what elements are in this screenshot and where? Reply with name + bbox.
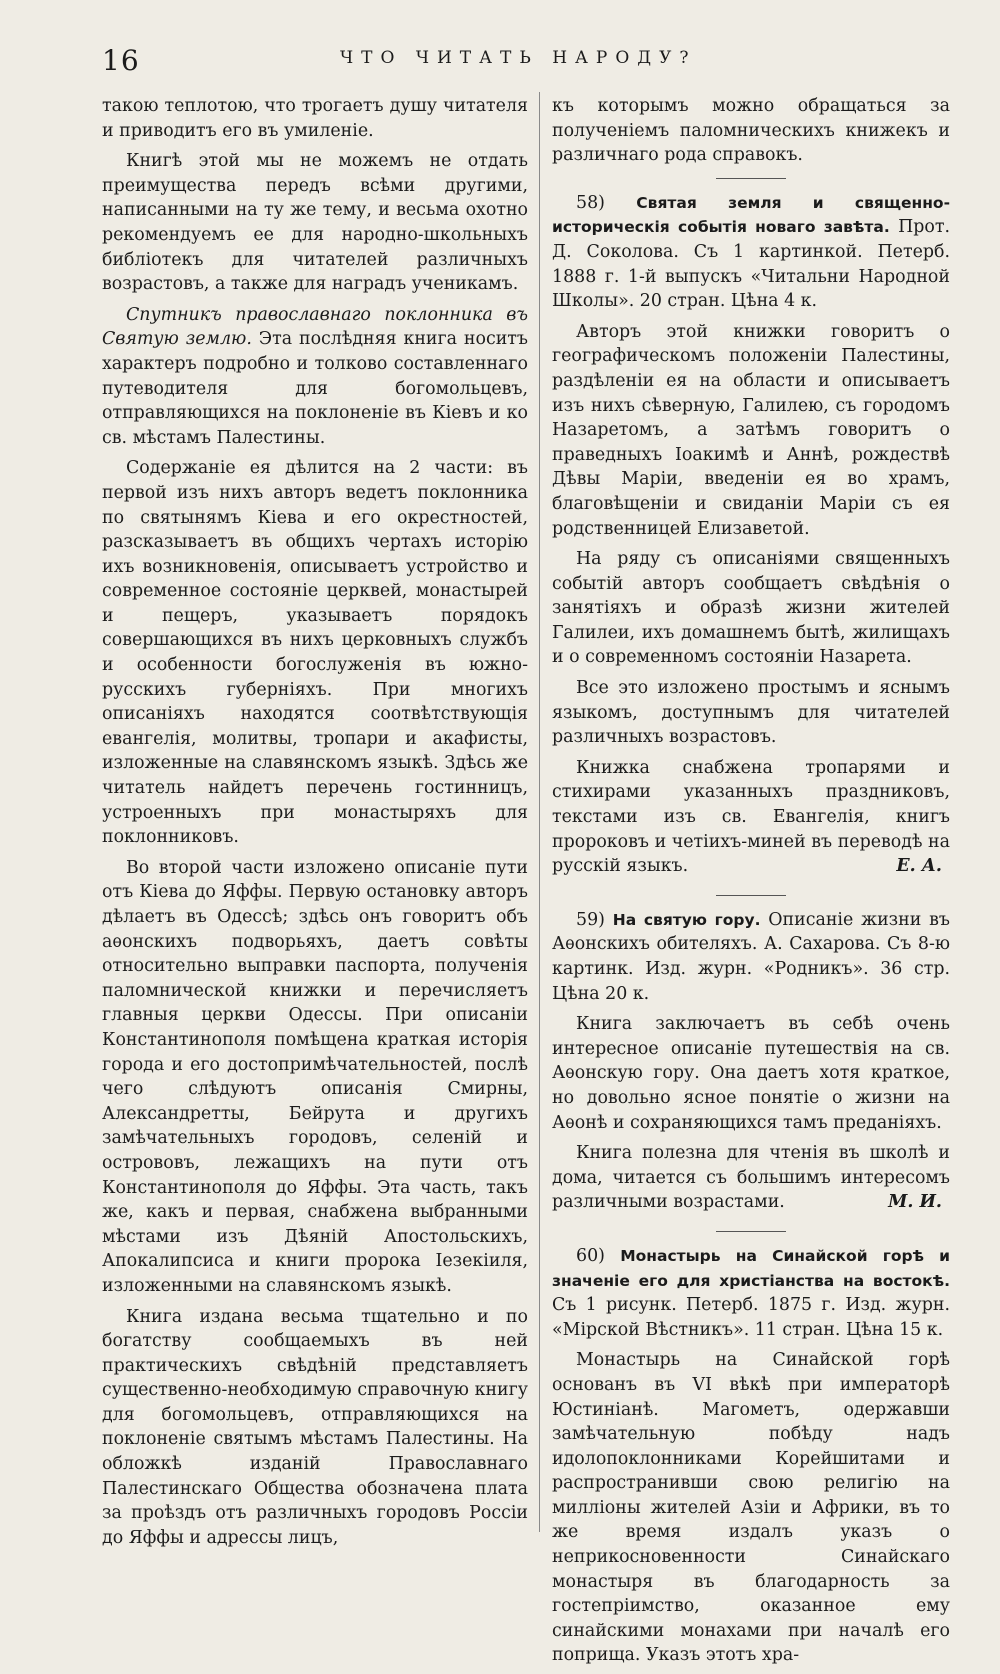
paragraph: Книгѣ этой мы не можемъ не отдать преимущества передъ всѣми другими, написанными на ту же тему, и весьма охотно рекомендуемъ ее для народно-школьныхъ библіотекъ для читателей различныхъ возрастовъ, а также для наградъ ученикамъ. <box>102 151 528 295</box>
paragraph: Во второй части изложено описаніе пути отъ Кіева до Яффы. Первую остановку авторъ дѣлаетъ въ Одессѣ; здѣсь онъ говоритъ объ аѳонскихъ подворьяхъ, даетъ совѣты относительно выправки паспорта, полученія паломнической книжки и перечисляетъ главныя церкви Одессы. При описаніи Константинополя помѣщена краткая исторія города и его достопримѣчательностей, послѣ чего слѣдуютъ описанія Смирны, Александретты, Бейрута и другихъ замѣчательныхъ городовъ, селеній и острововъ, лежащихъ на пути отъ Константинополя до Яффы. Эта часть, такъ же, какъ и первая, снабжена выбранными мѣстами изъ Дѣяній Апостольскихъ, Апокалипсиса и книги пророка Іезекіиля, изложенными на славянскомъ языкѣ. <box>102 857 528 1296</box>
separator-rule <box>716 895 786 896</box>
entry-number: 58) <box>576 192 605 213</box>
entry-title: Святая земля и священно-историческія событія новаго завѣта. <box>552 193 950 237</box>
paragraph: Все это изложено простымъ и яснымъ языкомъ, доступнымъ для читателей различныхъ возрастовъ. <box>552 678 950 748</box>
paragraph: Содержаніе ея дѣлится на 2 части: въ первой изъ нихъ авторъ ведетъ поклонника по святынямъ Кіева и его окрестностей, разсказываетъ въ общихъ чертахъ исторію ихъ возникновенія, описываетъ устройство и современное состояніе церквей, монастырей и пещеръ, указываетъ порядокъ совершающихся въ нихъ церковныхъ службъ и особенности богослуженія въ южно-русскихъ губерніяхъ. При многихъ описаніяхъ находятся соотвѣтствующія евангелія, молитвы, тропари и акафисты, изложенные на славянскомъ языкѣ. Здѣсь же читатель найдетъ перечень гостинницъ, устроенныхъ при монастыряхъ для поклонниковъ. <box>102 458 528 848</box>
page-number: 16 <box>102 44 140 77</box>
entry-number: 59) <box>576 909 605 930</box>
paragraph: Авторъ этой книжки говоритъ о географическомъ положеніи Палестины, раздѣленіи ея на области и описываетъ изъ нихъ сѣверную, Галилею, съ городомъ Назаретомъ, а затѣмъ говоритъ о праведныхъ Іоакимѣ и Аннѣ, рождествѣ Дѣвы Маріи, введеніи ея во храмъ, благовѣщеніи и свиданіи Маріи съ ея родственницей Елизаветой. <box>552 321 950 539</box>
paragraph: Книга заключаетъ въ себѣ очень интересное описаніе путешествія на св. Аѳонскую гору. Она даетъ хотя краткое, но довольно ясное понятіе о жизни на Аѳонѣ и сохраняющихся тамъ преданіяхъ. <box>552 1014 950 1133</box>
paragraph <box>552 1141 950 1215</box>
paragraph <box>552 756 950 879</box>
paragraph <box>102 303 528 451</box>
entry-number: 60) <box>576 1245 605 1266</box>
column-divider <box>539 92 540 1532</box>
reviewer-signature: М. И. <box>888 1192 942 1213</box>
paragraph: На ряду съ описаніями священныхъ событій авторъ сообщаетъ свѣдѣнія о занятіяхъ и образѣ жизни жителей Галилеи, ихъ домашнемъ бытѣ, жилищахъ и о современномъ состояніи Назарета. <box>552 549 950 668</box>
entry-title: На святую гору. <box>612 910 761 929</box>
right-column <box>552 94 950 1674</box>
paragraph-text: Книжка снабжена тропарями и стихирами указанныхъ праздниковъ, текстами изъ св. Евангелія, книгъ пророковъ и четіихъ-миней въ переводѣ на русскій языкъ. <box>552 757 950 877</box>
book-title: Спутникъ православнаго поклонника въ Святую землю. <box>102 304 528 350</box>
paragraph-text: Книга полезна для чтенія въ школѣ и дома, читается съ большимъ интересомъ различными возрастами. <box>552 1143 950 1213</box>
reviewer-signature: Е. А. <box>896 856 942 877</box>
separator-rule <box>716 1231 786 1232</box>
paragraph-text: Эта послѣдняя книга носитъ характеръ подробно и толково составленнаго путеводителя для богомольцевъ, отправляющихся на поклоненіе въ Кіевъ и ко св. мѣстамъ Палестины. <box>102 329 528 448</box>
entry-title: Монастырь на Синайской горѣ и значеніе его для христіанства на востокѣ. <box>552 1246 951 1290</box>
paragraph: къ которымъ можно обращаться за полученіемъ паломническихъ книжекъ и различнаго рода справокъ. <box>552 96 950 166</box>
paragraph: Монастырь на Синайской горѣ основанъ въ VI вѣкѣ при императорѣ Юстиніанѣ. Магометъ, одержавши замѣчательную побѣду надъ идолопоклонниками Корейшитами и распространивши свою религію на милліоны жителей Азіи и Африки, въ то же время издалъ указъ о неприкосновенности Синайскаго монастыря въ благодарность за гостепріимство, оказанное ему синайскими монахами при началѣ его поприща. Указъ этотъ хра- <box>552 1350 950 1666</box>
entry-biblio: Описаніе жизни въ Аѳонскихъ обителяхъ. А. Сахарова. Съ 8-ю картинк. Изд. журн. «Родникъ». 36 стр. Цѣна 20 к. <box>552 909 950 1004</box>
paragraph: Книга издана весьма тщательно и по богатству сообщаемыхъ въ ней практическихъ свѣдѣній представляетъ существенно-необходимую справочную книгу для богомольцевъ, отправляющихся на поклоненіе святымъ мѣстамъ Палестины. На обложкѣ изданій Православнаго Палестинскаго Общества обозначена плата за проѣздъ отъ различныхъ городовъ Россіи до Яффы и адрессы лицъ, <box>102 1306 528 1548</box>
separator-rule <box>716 178 786 179</box>
entry-biblio: Съ 1 рисунк. Петерб. 1875 г. Изд. журн. «Мірской Вѣстникъ». 11 стран. Цѣна 15 к. <box>552 1295 950 1340</box>
entry-58-heading <box>552 191 950 314</box>
entry-59-heading <box>552 908 950 1006</box>
entry-biblio: Прот. Д. Соколова. Съ 1 картинкой. Петерб. 1888 г. 1-й выпускъ «Читальни Народной Школы». 20 стран. Цѣна 4 к. <box>552 217 951 312</box>
entry-60-heading <box>552 1244 950 1342</box>
left-column <box>102 94 528 1556</box>
running-title: ЧТО ЧИТАТЬ НАРОДУ? <box>340 48 697 68</box>
paragraph: такою теплотою, что трогаетъ душу читателя и приводитъ его въ умиленіе. <box>102 96 528 141</box>
